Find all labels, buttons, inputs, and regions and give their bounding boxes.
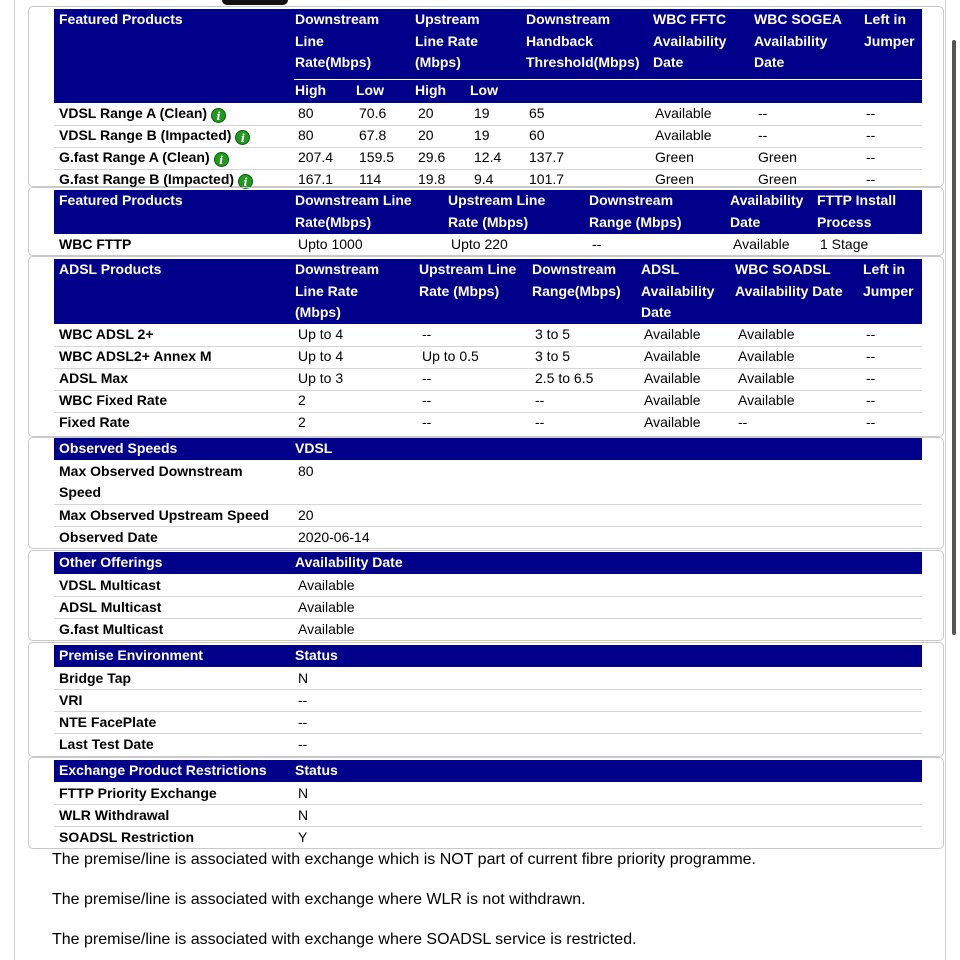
- cell-adsl-availability: Available: [644, 392, 701, 408]
- cell-availability: Available: [733, 236, 790, 252]
- cell-soadsl-availability: Available: [738, 392, 795, 408]
- table-row: [54, 782, 922, 805]
- fttp-products-section: [28, 187, 944, 256]
- table-row: [54, 390, 922, 413]
- cell-upstream: --: [422, 392, 432, 408]
- cell-soadsl-availability: Available: [738, 370, 795, 386]
- cell-downstream: 2: [298, 392, 306, 408]
- col-adsl-availability-date: ADSL Availability Date: [641, 261, 715, 320]
- col-availability-date: Availability Date: [730, 192, 804, 230]
- cell-down-low: 114: [359, 171, 382, 187]
- col-upstream-line-rate: Upstream Line Rate (Mbps): [419, 261, 517, 299]
- col-upstream-line-rate: Upstream Line Rate (Mbps): [415, 11, 480, 70]
- cell-range: --: [535, 392, 545, 408]
- col-observed-speeds: Observed Speeds: [59, 440, 178, 456]
- info-icon[interactable]: i: [211, 108, 226, 123]
- table-row: [54, 667, 922, 690]
- cell-range: 2.5 to 6.5: [535, 370, 594, 386]
- table-row: [54, 234, 922, 256]
- subcol-down-low: Low: [356, 82, 384, 98]
- col-left-in-jumper: Left in Jumper: [864, 11, 915, 49]
- cell-value: Available: [298, 577, 355, 593]
- row-label: Observed Date: [59, 529, 158, 545]
- cell-jumper: --: [866, 105, 876, 121]
- row-label: WLR Withdrawal: [59, 807, 170, 823]
- row-label: Max Observed Downstream Speed: [59, 463, 243, 500]
- subcol-up-low: Low: [470, 82, 498, 98]
- cell-down-low: 159.5: [359, 149, 395, 165]
- other-offerings-section: [28, 550, 944, 641]
- row-label: NTE FacePlate: [59, 714, 157, 730]
- adsl-header-row: [54, 259, 922, 324]
- cell-adsl-availability: Available: [644, 414, 701, 430]
- col-wbc-sogea-date: WBC SOGEA Availability Date: [754, 11, 842, 70]
- cell-handback: 101.7: [529, 171, 565, 187]
- table-row: [54, 368, 922, 391]
- cell-value: --: [298, 714, 308, 730]
- cell-down-high: 80: [298, 127, 314, 143]
- info-icon[interactable]: i: [235, 130, 250, 145]
- col-exchange-restrictions: Exchange Product Restrictions: [59, 762, 267, 778]
- cell-range: --: [535, 414, 545, 430]
- cell-handback: 60: [529, 127, 545, 143]
- cell-sogea: Green: [758, 149, 797, 165]
- row-label: Fixed Rate: [59, 414, 130, 430]
- cell-sogea: --: [758, 105, 768, 121]
- vdsl-header-row: [54, 9, 922, 103]
- cell-downstream: Upto 1000: [298, 236, 363, 252]
- cell-down-low: 70.6: [359, 105, 387, 121]
- row-label: WBC Fixed Rate: [59, 392, 168, 408]
- subheader-divider: [294, 79, 922, 80]
- col-upstream-line-rate: Upstream Line Rate (Mbps): [448, 192, 546, 230]
- cell-fftc: Green: [655, 149, 694, 165]
- cell-value: 2020-06-14: [298, 529, 370, 545]
- cell-value: Available: [298, 599, 355, 615]
- col-status: Status: [295, 762, 338, 778]
- col-vdsl: VDSL: [295, 440, 333, 456]
- table-row: [54, 596, 922, 619]
- info-icon[interactable]: i: [238, 174, 253, 189]
- cell-fftc: Available: [655, 127, 712, 143]
- row-label: Max Observed Upstream Speed: [59, 507, 270, 523]
- table-row: [54, 711, 922, 734]
- cell-value: --: [298, 736, 308, 752]
- info-icon[interactable]: i: [214, 152, 229, 167]
- cell-jumper: --: [866, 370, 876, 386]
- vdsl-products-section: [28, 6, 944, 187]
- col-downstream-handback: Downstream Handback Threshold(Mbps): [526, 11, 640, 70]
- table-row: [54, 460, 922, 505]
- table-row: [54, 324, 922, 347]
- cell-down-high: 80: [298, 105, 314, 121]
- cell-jumper: --: [866, 149, 876, 165]
- observed-speeds-section: [28, 437, 944, 549]
- row-label: VDSL Range A (Clean) i: [59, 103, 226, 124]
- table-row: [54, 103, 922, 126]
- cell-downstream: Up to 3: [298, 370, 344, 386]
- col-downstream-range: Downstream Range(Mbps): [532, 261, 621, 299]
- cell-upstream: --: [422, 370, 432, 386]
- cell-fftc: Available: [655, 105, 712, 121]
- table-row: [54, 412, 922, 434]
- cell-soadsl-availability: Available: [738, 326, 795, 342]
- cell-down-low: 67.8: [359, 127, 387, 143]
- cell-downstream: 2: [298, 414, 306, 430]
- cell-soadsl-availability: --: [738, 414, 748, 430]
- row-label: SOADSL Restriction: [59, 829, 195, 845]
- cell-value: 20: [298, 507, 314, 523]
- premise-environment-section: [28, 642, 944, 757]
- row-label: Last Test Date: [59, 736, 154, 752]
- col-featured-products: Featured Products: [59, 192, 183, 208]
- row-label: ADSL Multicast: [59, 599, 162, 615]
- cell-jumper: --: [866, 348, 876, 364]
- cell-up-low: 19: [474, 105, 490, 121]
- cell-value: N: [298, 807, 309, 823]
- table-row: [54, 733, 922, 755]
- cell-upstream: Up to 0.5: [422, 348, 479, 364]
- col-downstream-line-rate: Downstream Line Rate (Mbps): [295, 261, 380, 320]
- cell-soadsl-availability: Available: [738, 348, 795, 364]
- row-label: FTTP Priority Exchange: [59, 785, 217, 801]
- row-label: Bridge Tap: [59, 670, 132, 686]
- note-wlr: The premise/line is associated with exchange where WLR is not withdrawn.: [52, 891, 586, 908]
- cell-range: 3 to 5: [535, 348, 571, 364]
- cell-down-high: 167.1: [298, 171, 334, 187]
- cell-range: 3 to 5: [535, 326, 571, 342]
- cell-upstream: --: [422, 414, 432, 430]
- cell-adsl-availability: Available: [644, 348, 701, 364]
- cell-jumper: --: [866, 326, 876, 342]
- cell-value: 80: [298, 463, 314, 479]
- cell-downstream: Up to 4: [298, 348, 344, 364]
- cell-upstream: Upto 220: [451, 236, 508, 252]
- observed-header-row: [54, 438, 922, 460]
- cell-down-high: 207.4: [298, 149, 334, 165]
- cell-range: --: [592, 236, 602, 252]
- cell-sogea: Green: [758, 171, 797, 187]
- cell-up-high: 20: [418, 105, 434, 121]
- col-fttp-install-process: FTTP Install Process: [817, 192, 897, 230]
- row-label: WBC ADSL 2+: [59, 326, 154, 342]
- table-row: [54, 826, 922, 848]
- cell-adsl-availability: Available: [644, 326, 701, 342]
- col-wbc-soadsl-date: WBC SOADSL Availability Date: [735, 261, 843, 299]
- row-label: VDSL Range B (Impacted) i: [59, 125, 250, 146]
- row-label: ADSL Max: [59, 370, 128, 386]
- row-label: G.fast Range B (Impacted) i: [59, 169, 253, 190]
- cell-jumper: --: [866, 171, 876, 187]
- table-row: [54, 346, 922, 369]
- table-row: [54, 526, 922, 548]
- cell-value: Y: [298, 829, 308, 845]
- page-scrollbar[interactable]: [952, 40, 956, 635]
- row-label: WBC FTTP: [59, 236, 132, 252]
- table-row: [54, 574, 922, 597]
- cell-up-low: 12.4: [474, 149, 502, 165]
- cell-up-high: 19.8: [418, 171, 446, 187]
- adsl-products-section: [28, 256, 944, 437]
- col-downstream-line-rate: Downstream Line Rate(Mbps): [295, 192, 412, 230]
- cell-downstream: Up to 4: [298, 326, 344, 342]
- subcol-down-high: High: [295, 82, 327, 98]
- note-fibre-priority: The premise/line is associated with exchange which is NOT part of current fibre priority programme.: [52, 851, 756, 868]
- row-label: VRI: [59, 692, 83, 708]
- table-row: [54, 689, 922, 712]
- table-row: [54, 125, 922, 148]
- row-label: VDSL Multicast: [59, 577, 161, 593]
- cell-handback: 65: [529, 105, 545, 121]
- fttp-header-row: [54, 190, 922, 234]
- other-header-row: [54, 552, 922, 574]
- cell-value: N: [298, 670, 309, 686]
- col-status: Status: [295, 647, 338, 663]
- cell-handback: 137.7: [529, 149, 565, 165]
- cell-up-high: 20: [418, 127, 434, 143]
- col-left-in-jumper: Left in Jumper: [863, 261, 914, 299]
- table-row: [54, 504, 922, 527]
- row-label: G.fast Multicast: [59, 621, 164, 637]
- row-label: WBC ADSL2+ Annex M: [59, 348, 212, 364]
- cell-jumper: --: [866, 392, 876, 408]
- table-row: [54, 147, 922, 170]
- cell-up-low: 9.4: [474, 171, 494, 187]
- cell-adsl-availability: Available: [644, 370, 701, 386]
- col-other-offerings: Other Offerings: [59, 554, 163, 570]
- col-featured-products: Featured Products: [59, 11, 183, 27]
- cell-up-high: 29.6: [418, 149, 446, 165]
- col-premise-environment: Premise Environment: [59, 647, 203, 663]
- note-soadsl: The premise/line is associated with exchange where SOADSL service is restricted.: [52, 931, 637, 948]
- cell-value: N: [298, 785, 309, 801]
- col-wbc-fftc-date: WBC FFTC Availability Date: [653, 11, 727, 70]
- cell-up-low: 19: [474, 127, 490, 143]
- row-label: G.fast Range A (Clean) i: [59, 147, 229, 168]
- col-downstream-range: Downstream Range (Mbps): [589, 192, 682, 230]
- table-row: [54, 618, 922, 640]
- exchange-restrictions-section: [28, 757, 944, 849]
- cell-sogea: --: [758, 127, 768, 143]
- col-adsl-products: ADSL Products: [59, 261, 162, 277]
- cell-fftc: Green: [655, 171, 694, 187]
- cell-jumper: --: [866, 414, 876, 430]
- col-downstream-line-rate: Downstream Line Rate(Mbps): [295, 11, 380, 70]
- cell-install-process: 1 Stage: [820, 236, 869, 252]
- cell-value: --: [298, 692, 308, 708]
- cell-upstream: --: [422, 326, 432, 342]
- subcol-up-high: High: [415, 82, 447, 98]
- col-availability-date: Availability Date: [295, 554, 403, 570]
- table-row: [54, 804, 922, 827]
- cell-jumper: --: [866, 127, 876, 143]
- cell-value: Available: [298, 621, 355, 637]
- exchange-header-row: [54, 760, 922, 782]
- premise-header-row: [54, 645, 922, 667]
- top-edge-shape: [222, 0, 288, 5]
